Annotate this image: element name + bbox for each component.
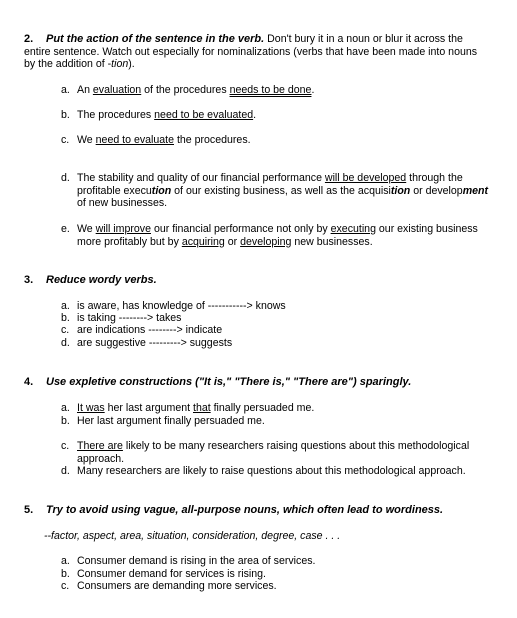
section-2-intro: Don't bury it in a noun or blur it across the entire sentence. Watch out especially for nominalizations (verbs that have been made into nouns by the addition of -tion). bbox=[24, 33, 478, 70]
section-5-heading: 5. Try to avoid using vague, all-purpose nouns, which often lead to wordiness. bbox=[24, 504, 444, 516]
section-3-heading: 3. Reduce wordy verbs. bbox=[24, 274, 157, 286]
section-2-title: Put the action of the sentence in the verb. bbox=[46, 33, 265, 45]
s3-item-b: b. is taking --------> takes bbox=[61, 312, 182, 324]
s2-item-c: c. We need to evaluate the procedures. bbox=[61, 134, 251, 146]
section-2-number: 2. bbox=[24, 33, 34, 45]
section-4-title: Use expletive constructions ("It is," "There is," "There are") sparingly. bbox=[46, 376, 412, 388]
s3-item-d: d. are suggestive ---------> suggests bbox=[61, 337, 233, 349]
s3-item-c: c. are indications --------> indicate bbox=[61, 324, 223, 336]
s2-item-e: e. We will improve our financial performance not only by executing our existing business more profitably but by acquiring or developing new businesses. bbox=[61, 223, 478, 248]
s4-item-d: d. Many researchers are likely to raise questions about this methodological approach. bbox=[61, 465, 466, 477]
s5-item-a: a. Consumer demand is rising in the area of services. bbox=[61, 555, 316, 567]
s5-item-c: c. Consumers are demanding more services. bbox=[61, 580, 277, 592]
section-3-title: Reduce wordy verbs. bbox=[46, 274, 157, 286]
s4-item-b: b. Her last argument finally persuaded me. bbox=[61, 415, 265, 427]
s2-item-d: d. The stability and quality of our financial performance will be developed through the profitable execution of our existing business, as well as the acquisition or development of new businesses. bbox=[61, 172, 489, 209]
s4-item-a: a. It was her last argument that finally persuaded me. bbox=[61, 402, 315, 414]
section-5-title: Try to avoid using vague, all-purpose nouns, which often lead to wordiness. bbox=[46, 504, 444, 516]
s4-item-c: c. There are likely to be many researchers raising questions about this methodological approach. bbox=[61, 440, 470, 465]
s5-examples: --factor, aspect, area, situation, consideration, degree, case . . . bbox=[44, 530, 341, 542]
s2-item-b: b. The procedures need to be evaluated. bbox=[61, 109, 257, 121]
s3-item-a: a. is aware, has knowledge of -----------> knows bbox=[61, 300, 286, 312]
s2-item-a: a. An evaluation of the procedures needs to be done. bbox=[61, 84, 315, 96]
s5-item-b: b. Consumer demand for services is rising. bbox=[61, 568, 266, 580]
section-4-heading: 4. Use expletive constructions ("It is," "There is," "There are") sparingly. bbox=[24, 376, 412, 388]
